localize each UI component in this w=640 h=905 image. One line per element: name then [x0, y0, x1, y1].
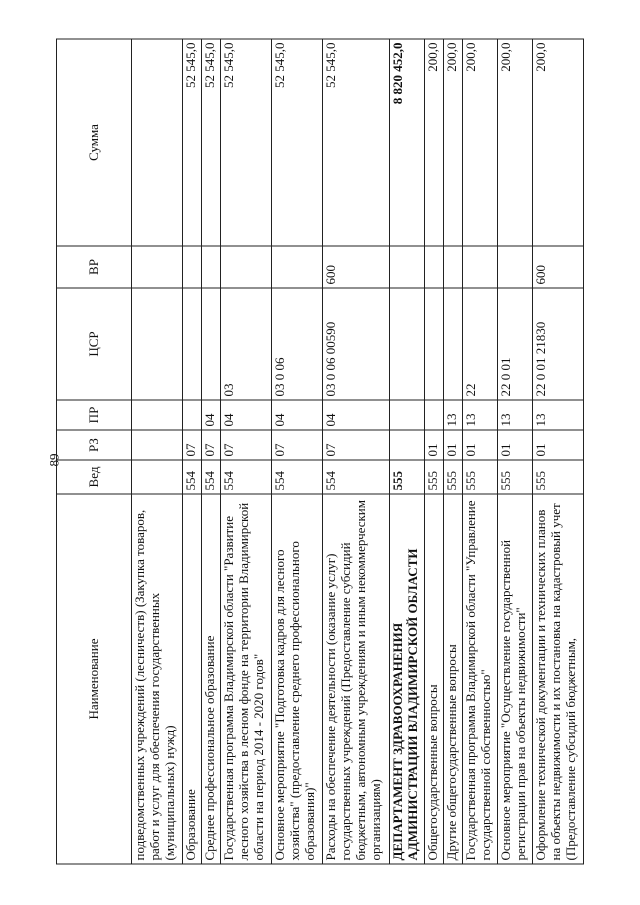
cell-pr: [424, 400, 443, 430]
table-row: [272, 39, 323, 864]
cell-name: Основное мероприятие "Подготовка кадров для лесного хозяйства" (предоставление среднего профессионального образования)": [272, 494, 323, 864]
table-row: [182, 39, 201, 864]
cell-rz: 07: [202, 430, 221, 460]
cell-name: Общегосударственные вопросы: [424, 494, 443, 864]
cell-name: подведомственных учреждений (лесничеств) (Закупка товаров, работ и услуг для обеспечения государственных (муниципальных) нужд): [132, 494, 183, 864]
cell-vr: [443, 246, 462, 288]
header-rz: РЗ: [57, 430, 132, 460]
cell-rz: 01: [497, 430, 532, 460]
cell-csr: [443, 288, 462, 400]
cell-ved: 555: [462, 460, 497, 494]
cell-csr: 03: [221, 288, 272, 400]
cell-pr: [389, 400, 424, 430]
cell-name: Образование: [182, 494, 201, 864]
cell-csr: 22: [462, 288, 497, 400]
cell-pr: 04: [202, 400, 221, 430]
cell-pr: 13: [497, 400, 532, 430]
cell-vr: [182, 246, 201, 288]
cell-sum: 200,0: [424, 39, 443, 246]
cell-name: Другие общегосударственные вопросы: [443, 494, 462, 864]
cell-name: Государственная программа Владимирской области "Управление государственной собственностью": [462, 494, 497, 864]
cell-name: Основное мероприятие "Осуществление государственной регистрации прав на объекты недвижимости": [497, 494, 532, 864]
cell-ved: 555: [443, 460, 462, 494]
cell-csr: [132, 288, 183, 400]
table-row: [221, 39, 272, 864]
cell-csr: [424, 288, 443, 400]
cell-vr: [462, 246, 497, 288]
cell-sum: 200,0: [443, 39, 462, 246]
cell-rz: 07: [221, 430, 272, 460]
table-row: [202, 39, 221, 864]
table-row: [532, 39, 583, 864]
cell-ved: 555: [497, 460, 532, 494]
cell-vr: [389, 246, 424, 288]
cell-ved: 554: [272, 460, 323, 494]
cell-pr: [132, 400, 183, 430]
table-row: [443, 39, 462, 864]
cell-sum: [132, 39, 183, 246]
cell-pr: 04: [221, 400, 272, 430]
cell-ved: 554: [322, 460, 389, 494]
cell-ved: 555: [424, 460, 443, 494]
rotated-page: [56, 40, 584, 865]
cell-sum: 8 820 452,0: [389, 39, 424, 246]
page-number: 89: [46, 453, 62, 467]
cell-pr: 13: [443, 400, 462, 430]
cell-pr: [182, 400, 201, 430]
cell-sum: 200,0: [532, 39, 583, 246]
cell-rz: 07: [322, 430, 389, 460]
cell-vr: [497, 246, 532, 288]
cell-sum: 52 545,0: [202, 39, 221, 246]
cell-pr: 04: [272, 400, 323, 430]
cell-pr: 04: [322, 400, 389, 430]
header-csr: ЦСР: [57, 288, 132, 400]
cell-vr: [424, 246, 443, 288]
cell-rz: 07: [272, 430, 323, 460]
cell-csr: [389, 288, 424, 400]
table-row: [497, 39, 532, 864]
budget-table: [56, 39, 584, 865]
cell-ved: 555: [532, 460, 583, 494]
cell-csr: [202, 288, 221, 400]
cell-ved: [132, 460, 183, 494]
cell-name: Среднее профессиональное образование: [202, 494, 221, 864]
header-vr: ВР: [57, 246, 132, 288]
cell-rz: [132, 430, 183, 460]
cell-sum: 200,0: [497, 39, 532, 246]
cell-pr: 13: [532, 400, 583, 430]
cell-vr: [221, 246, 272, 288]
header-pr: ПР: [57, 400, 132, 430]
cell-sum: 52 545,0: [182, 39, 201, 246]
header-sum: Сумма: [57, 39, 132, 246]
header-name: Наименование: [57, 494, 132, 864]
cell-name: Оформление технической документации и технических планов на объекты недвижимости и их постановка на кадастровый учет (Предоставление субсидий бюджетным,: [532, 494, 583, 864]
cell-rz: 07: [182, 430, 201, 460]
cell-vr: [132, 246, 183, 288]
cell-csr: 22 0 01: [497, 288, 532, 400]
cell-csr: [182, 288, 201, 400]
cell-rz: [389, 430, 424, 460]
cell-csr: 03 0 06 00590: [322, 288, 389, 400]
cell-name: ДЕПАРТАМЕНТ ЗДРАВООХРАНЕНИЯ АДМИНИСТРАЦИИ ВЛАДИМИРСКОЙ ОБЛАСТИ: [389, 494, 424, 864]
header-ved: Вед: [57, 460, 132, 494]
cell-csr: 22 0 01 21830: [532, 288, 583, 400]
cell-vr: [272, 246, 323, 288]
cell-name: Расходы на обеспечение деятельности (оказание услуг) государственных учреждений (Предоставление субсидий бюджетным, автономным учреждениям и иным некоммерческим организациям): [322, 494, 389, 864]
cell-ved: 554: [202, 460, 221, 494]
cell-sum: 200,0: [462, 39, 497, 246]
cell-rz: 01: [443, 430, 462, 460]
table-row: [389, 39, 424, 864]
cell-rz: 01: [424, 430, 443, 460]
cell-sum: 52 545,0: [221, 39, 272, 246]
table-body: [132, 39, 584, 864]
cell-pr: 13: [462, 400, 497, 430]
cell-ved: 554: [182, 460, 201, 494]
cell-sum: 52 545,0: [272, 39, 323, 246]
cell-vr: 600: [322, 246, 389, 288]
table-row: [132, 39, 183, 864]
cell-ved: 554: [221, 460, 272, 494]
cell-rz: 01: [462, 430, 497, 460]
cell-sum: 52 545,0: [322, 39, 389, 246]
table-row: [424, 39, 443, 864]
cell-rz: 01: [532, 430, 583, 460]
cell-name: Государственная программа Владимирской области "Развитие лесного хозяйства в лесном фонде на территории Владимирской области на период 2014 - 2020 годов": [221, 494, 272, 864]
table-row: [462, 39, 497, 864]
cell-ved: 555: [389, 460, 424, 494]
table-header: [57, 39, 132, 864]
cell-csr: 03 0 06: [272, 288, 323, 400]
cell-vr: [202, 246, 221, 288]
table-row: [322, 39, 389, 864]
cell-vr: 600: [532, 246, 583, 288]
